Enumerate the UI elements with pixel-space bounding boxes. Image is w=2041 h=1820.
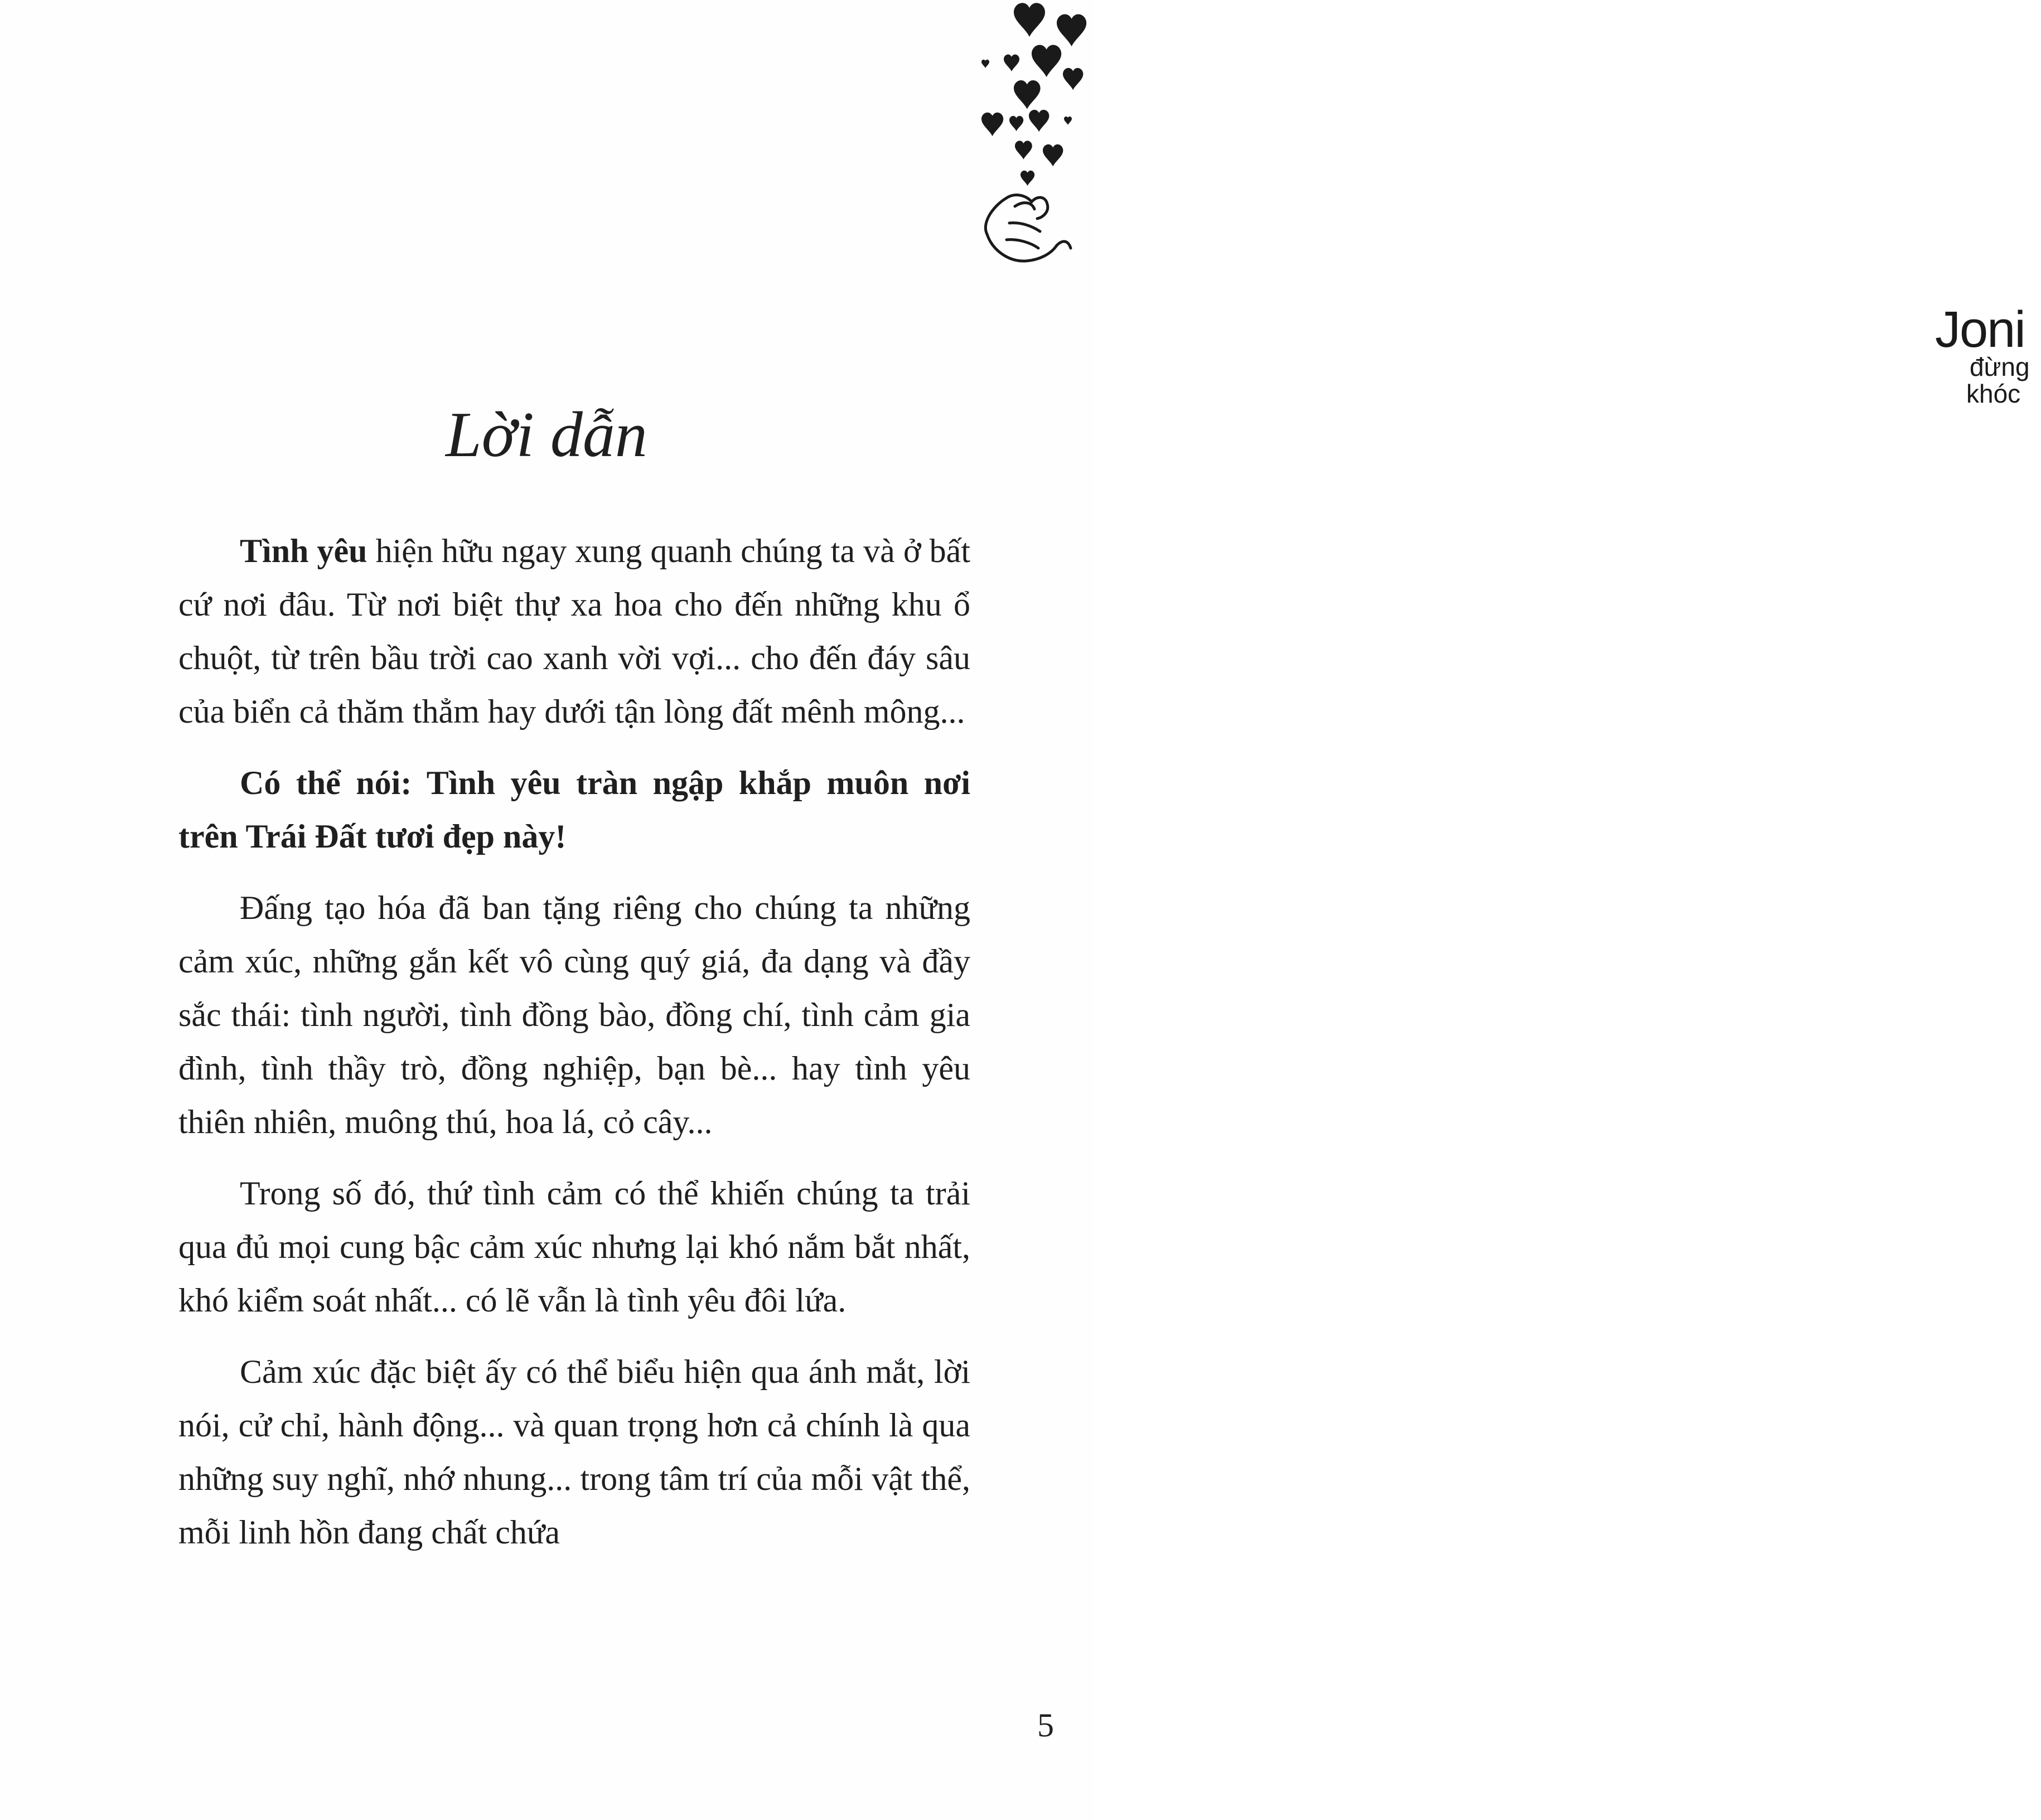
- paragraph: [178, 524, 970, 738]
- brand-subtitle-line1: đừng: [1970, 352, 2030, 381]
- heart-icon: [1015, 141, 1032, 159]
- heart-icon: [1004, 55, 1019, 71]
- hearts-illustration: [948, 0, 1093, 312]
- heart-icon: [1029, 110, 1049, 132]
- paragraph: Cảm xúc đặc biệt ấy có thể biểu hiện qua ánh mắt, lời nói, cử chỉ, hành động... và quan trọng hơn cả chính là qua những suy nghĩ, nhớ nhung... trong tâm trí của mỗi vật thể, mỗi linh hồn đang chất chứa: [178, 1353, 970, 1551]
- page-number: 5: [1037, 1707, 1054, 1744]
- heart-icon: [1014, 3, 1045, 37]
- heart-icon: [981, 60, 989, 68]
- paragraph: Đấng tạo hóa đã ban tặng riêng cho chúng ta những cảm xúc, những gắn kết vô cùng quý giá, đa dạng và đầy sắc thái: tình người, tình đồng bào, đồng chí, tình cảm gia đình, tình thầy trò, đồng nghiệp, bạn bè... hay tình yêu thiên nhiên, muông thú, hoa lá, cỏ cây...: [178, 889, 970, 1140]
- decoration-cluster: [948, 0, 2030, 446]
- brand-logo: [1935, 301, 2041, 427]
- heart-icon: [1043, 144, 1063, 166]
- paragraph-emphasis: Có thể nói: Tình yêu tràn ngập khắp muôn nơi trên Trái Đất tươi đẹp này!: [178, 764, 970, 855]
- brand-title: Joni: [1935, 301, 2025, 358]
- hand-heart-icon: [985, 195, 1071, 261]
- paragraph: Trong số đó, thứ tình cảm có thể khiến chúng ta trải qua đủ mọi cung bậc cảm xúc nhưng lại khó nắm bắt nhất, khó kiểm soát nhất... có lẽ vẫn là tình yêu đôi lứa.: [178, 1175, 970, 1319]
- heart-icon: [981, 113, 1003, 137]
- heart-icon: [1057, 14, 1086, 47]
- heart-icon: [1063, 68, 1083, 90]
- heart-icon: [1014, 80, 1041, 109]
- paragraph-lead: Tình yêu: [240, 533, 367, 569]
- page-title: Lời dẫn: [446, 399, 647, 471]
- heart-icon: [1064, 117, 1072, 125]
- body-text: [178, 524, 970, 1577]
- brand-subtitle-line2: khóc: [1966, 379, 2021, 408]
- paragraph-text: hiện hữu ngay xung quanh chúng ta và ở bất cứ nơi đâu. Từ nơi biệt thự xa hoa cho đến những khu ổ chuột, từ trên bầu trời cao xanh vời vợi... cho đến đáy sâu của biển cả thăm thẳm hay dưới tận lòng đất mênh mông...: [178, 533, 970, 730]
- heart-icon: [1032, 45, 1061, 78]
- heart-icon: [1020, 171, 1034, 186]
- heart-icon: [1009, 116, 1023, 131]
